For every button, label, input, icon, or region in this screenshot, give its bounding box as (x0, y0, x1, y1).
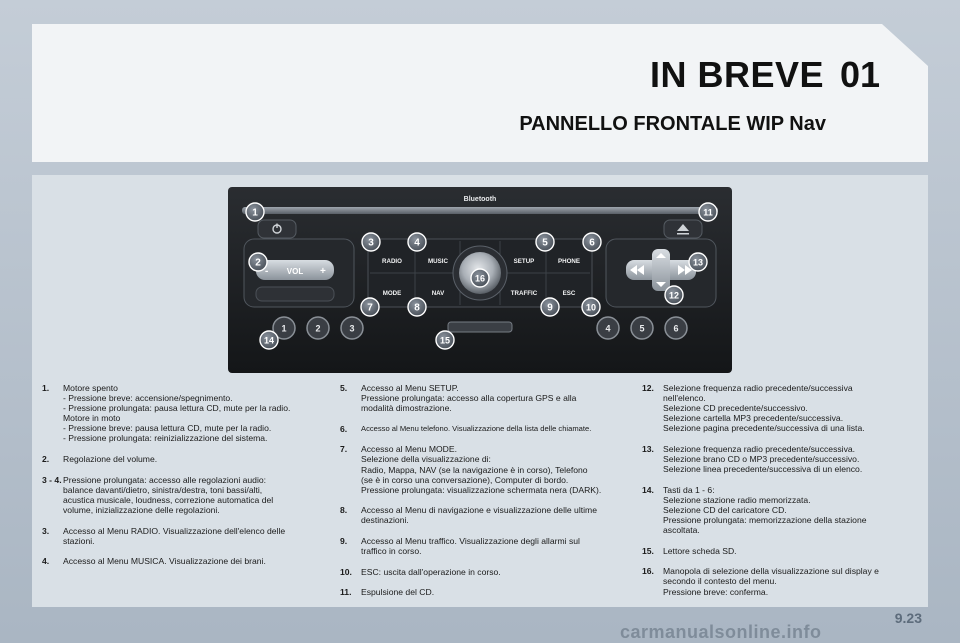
item-line: Selezione della visualizzazione di: (361, 454, 491, 465)
item-line: Selezione frequenza radio precedente/successiva (663, 383, 853, 393)
radio-front-panel (228, 187, 732, 373)
item-line: Selezione cartella MP3 precedente/successiva. (663, 413, 844, 424)
item-number: 11. (340, 587, 352, 598)
description-item (40, 556, 316, 566)
description-item (338, 444, 628, 494)
description-item (40, 526, 316, 546)
esc-button[interactable]: ESC (562, 290, 576, 297)
sd-card-slot (448, 322, 512, 332)
callout-number: 11 (703, 207, 713, 218)
description-column-2 (338, 383, 628, 608)
item-number: 13. (642, 443, 654, 454)
callout-number: 8 (414, 302, 420, 314)
item-line: Lettore scheda SD. (663, 545, 737, 556)
item-number: 15. (642, 545, 654, 556)
item-line: secondo il contesto del menu. (663, 576, 777, 587)
description-item (40, 475, 316, 515)
description-item (640, 546, 912, 556)
page-subtitle: PANNELLO FRONTALE WIP Nav (519, 113, 826, 135)
description-item (338, 567, 628, 577)
item-number: 14. (642, 484, 654, 495)
item-number: 1. (42, 383, 50, 393)
description-item (338, 587, 628, 597)
description-item (40, 383, 316, 444)
watermark: carmanualsonline.info (620, 622, 822, 642)
item-line: Radio, Mappa, NAV (se la navigazione è in corso), Telefono (361, 464, 588, 475)
volume-plus-label: + (320, 266, 326, 277)
description-item (640, 383, 912, 433)
item-line: Accesso al Menu MUSICA. Visualizzazione dei brani. (63, 556, 266, 567)
description-item (40, 454, 316, 464)
item-line: Pressione prolungata: memorizzazione della stazione (663, 515, 867, 526)
music-button[interactable]: MUSIC (428, 258, 448, 265)
item-number: 7. (340, 444, 348, 455)
item-number: 16. (642, 566, 654, 577)
callout-number: 13 (692, 257, 704, 268)
callout-number: 2 (255, 257, 261, 269)
preset-label: 6 (673, 323, 679, 334)
item-line: Espulsione del CD. (361, 587, 435, 598)
callout-number: 7 (367, 302, 373, 314)
description-item (338, 424, 628, 434)
item-number: 5. (340, 383, 348, 393)
description-column-1 (40, 383, 316, 577)
description-item (640, 485, 912, 535)
item-line: (se è in corso una conversazione), Computer di bordo. (361, 474, 569, 485)
item-number: 3. (42, 525, 50, 536)
item-number: 4. (42, 556, 50, 567)
description-item (338, 383, 628, 413)
preset-label: 1 (281, 323, 287, 334)
chapter-title: IN BREVE (649, 54, 824, 95)
item-line: Regolazione del volume. (63, 454, 158, 465)
callout-number: 3 (368, 237, 374, 249)
item-line: Motore in moto (63, 413, 121, 424)
item-number: 12. (642, 383, 654, 393)
volume-label: VOL (286, 267, 304, 276)
description-item (640, 566, 912, 596)
item-line: Selezione pagina precedente/successiva di una lista. (663, 423, 865, 434)
preset-label: 3 (349, 323, 355, 334)
bluetooth-label: Bluetooth (463, 196, 497, 203)
item-line: Accesso al Menu SETUP. (361, 383, 459, 393)
item-line: volume, inizializzazione delle regolazioni. (63, 504, 220, 515)
description-column-3 (640, 383, 912, 607)
item-line: Pressione prolungata: visualizzazione schermata nera (DARK). (361, 484, 602, 495)
setup-button[interactable]: SETUP (513, 258, 535, 265)
volume-lower-trim (256, 287, 334, 301)
callout-number: 15 (439, 335, 451, 346)
volume-minus-label: - (265, 266, 269, 277)
item-line: Motore spento (63, 383, 118, 393)
item-number: 6. (340, 423, 348, 434)
callout-number: 16 (474, 273, 486, 284)
item-line: Selezione stazione radio memorizzata. (663, 494, 811, 505)
item-number: 9. (340, 536, 348, 547)
mode-button[interactable]: MODE (382, 290, 402, 297)
item-line: Accesso al Menu traffico. Visualizzazione degli allarmi sul (361, 536, 580, 547)
item-line: traffico in corso. (361, 546, 422, 557)
item-line: destinazioni. (361, 515, 409, 526)
item-line: acustica musicale, loudness, correzione automatica del (63, 494, 274, 505)
traffic-button[interactable]: TRAFFIC (510, 290, 538, 297)
item-number: 2. (42, 454, 50, 465)
item-line: ascoltata. (663, 525, 700, 536)
power-button[interactable] (258, 220, 296, 238)
item-line: Selezione linea precedente/successiva di un elenco. (663, 464, 863, 475)
item-line: Pressione prolungata: accesso alle regolazioni audio: (63, 474, 267, 485)
chapter-number: 01 (839, 54, 880, 95)
description-item (640, 444, 912, 474)
item-line: stazioni. (63, 535, 95, 546)
preset-label: 4 (605, 323, 611, 334)
item-line: Selezione frequenza radio precedente/successiva. (663, 443, 856, 454)
item-line: balance davanti/dietro, sinistra/destra, toni bassi/alti, (63, 484, 263, 495)
callout-number: 12 (668, 290, 680, 301)
item-line: ESC: uscita dall'operazione in corso. (361, 566, 501, 577)
cd-slot (242, 207, 718, 214)
item-line: - Pressione breve: pausa lettura CD, mute per la radio. (63, 423, 272, 434)
item-line: Pressione prolungata: accesso alla copertura GPS e alla (361, 393, 577, 404)
phone-button[interactable]: PHONE (557, 258, 581, 265)
item-line: modalità dimostrazione. (361, 403, 452, 414)
item-number: 10. (340, 566, 352, 577)
preset-label: 2 (315, 323, 321, 334)
nav-button[interactable]: NAV (431, 290, 445, 297)
item-line: nell'elenco. (663, 393, 706, 404)
item-number: 3 - 4. (42, 474, 62, 485)
item-line: Accesso al Menu RADIO. Visualizzazione dell'elenco delle (63, 525, 286, 536)
item-line: Manopola di selezione della visualizzazione sul display e (663, 566, 879, 577)
callout-number: 5 (542, 237, 548, 249)
page-number: 9.23 (894, 610, 922, 626)
description-item (338, 536, 628, 556)
callout-number: 14 (263, 335, 275, 346)
item-line: Accesso al Menu MODE. (361, 444, 457, 455)
callout-number: 10 (585, 302, 597, 313)
item-line: Pressione breve: conferma. (663, 586, 769, 597)
item-line: - Pressione prolungata: reinizializzazione del sistema. (63, 433, 268, 444)
item-line: Selezione CD del caricatore CD. (663, 504, 787, 515)
radio-illustration (228, 187, 732, 373)
item-line: - Pressione breve: accensione/spegnimento. (63, 393, 233, 404)
callout-number: 1 (252, 207, 258, 219)
item-line: Accesso al Menu di navigazione e visualizzazione delle ultime (361, 505, 597, 516)
preset-label: 5 (639, 323, 645, 334)
callout-number: 9 (547, 302, 553, 314)
item-line: Tasti da 1 - 6: (663, 484, 715, 495)
item-number: 8. (340, 505, 348, 516)
description-item (338, 505, 628, 525)
item-line: Selezione CD precedente/successivo. (663, 403, 808, 414)
callout-number: 6 (589, 237, 595, 249)
item-line: Accesso al Menu telefono. Visualizzazione della lista delle chiamate. (361, 423, 592, 433)
item-line: - Pressione prolungata: pausa lettura CD, mute per la radio. (63, 403, 291, 414)
item-line: Selezione brano CD o MP3 precedente/successivo. (663, 454, 860, 465)
radio-button[interactable]: RADIO (382, 258, 402, 265)
callout-number: 4 (414, 237, 420, 249)
